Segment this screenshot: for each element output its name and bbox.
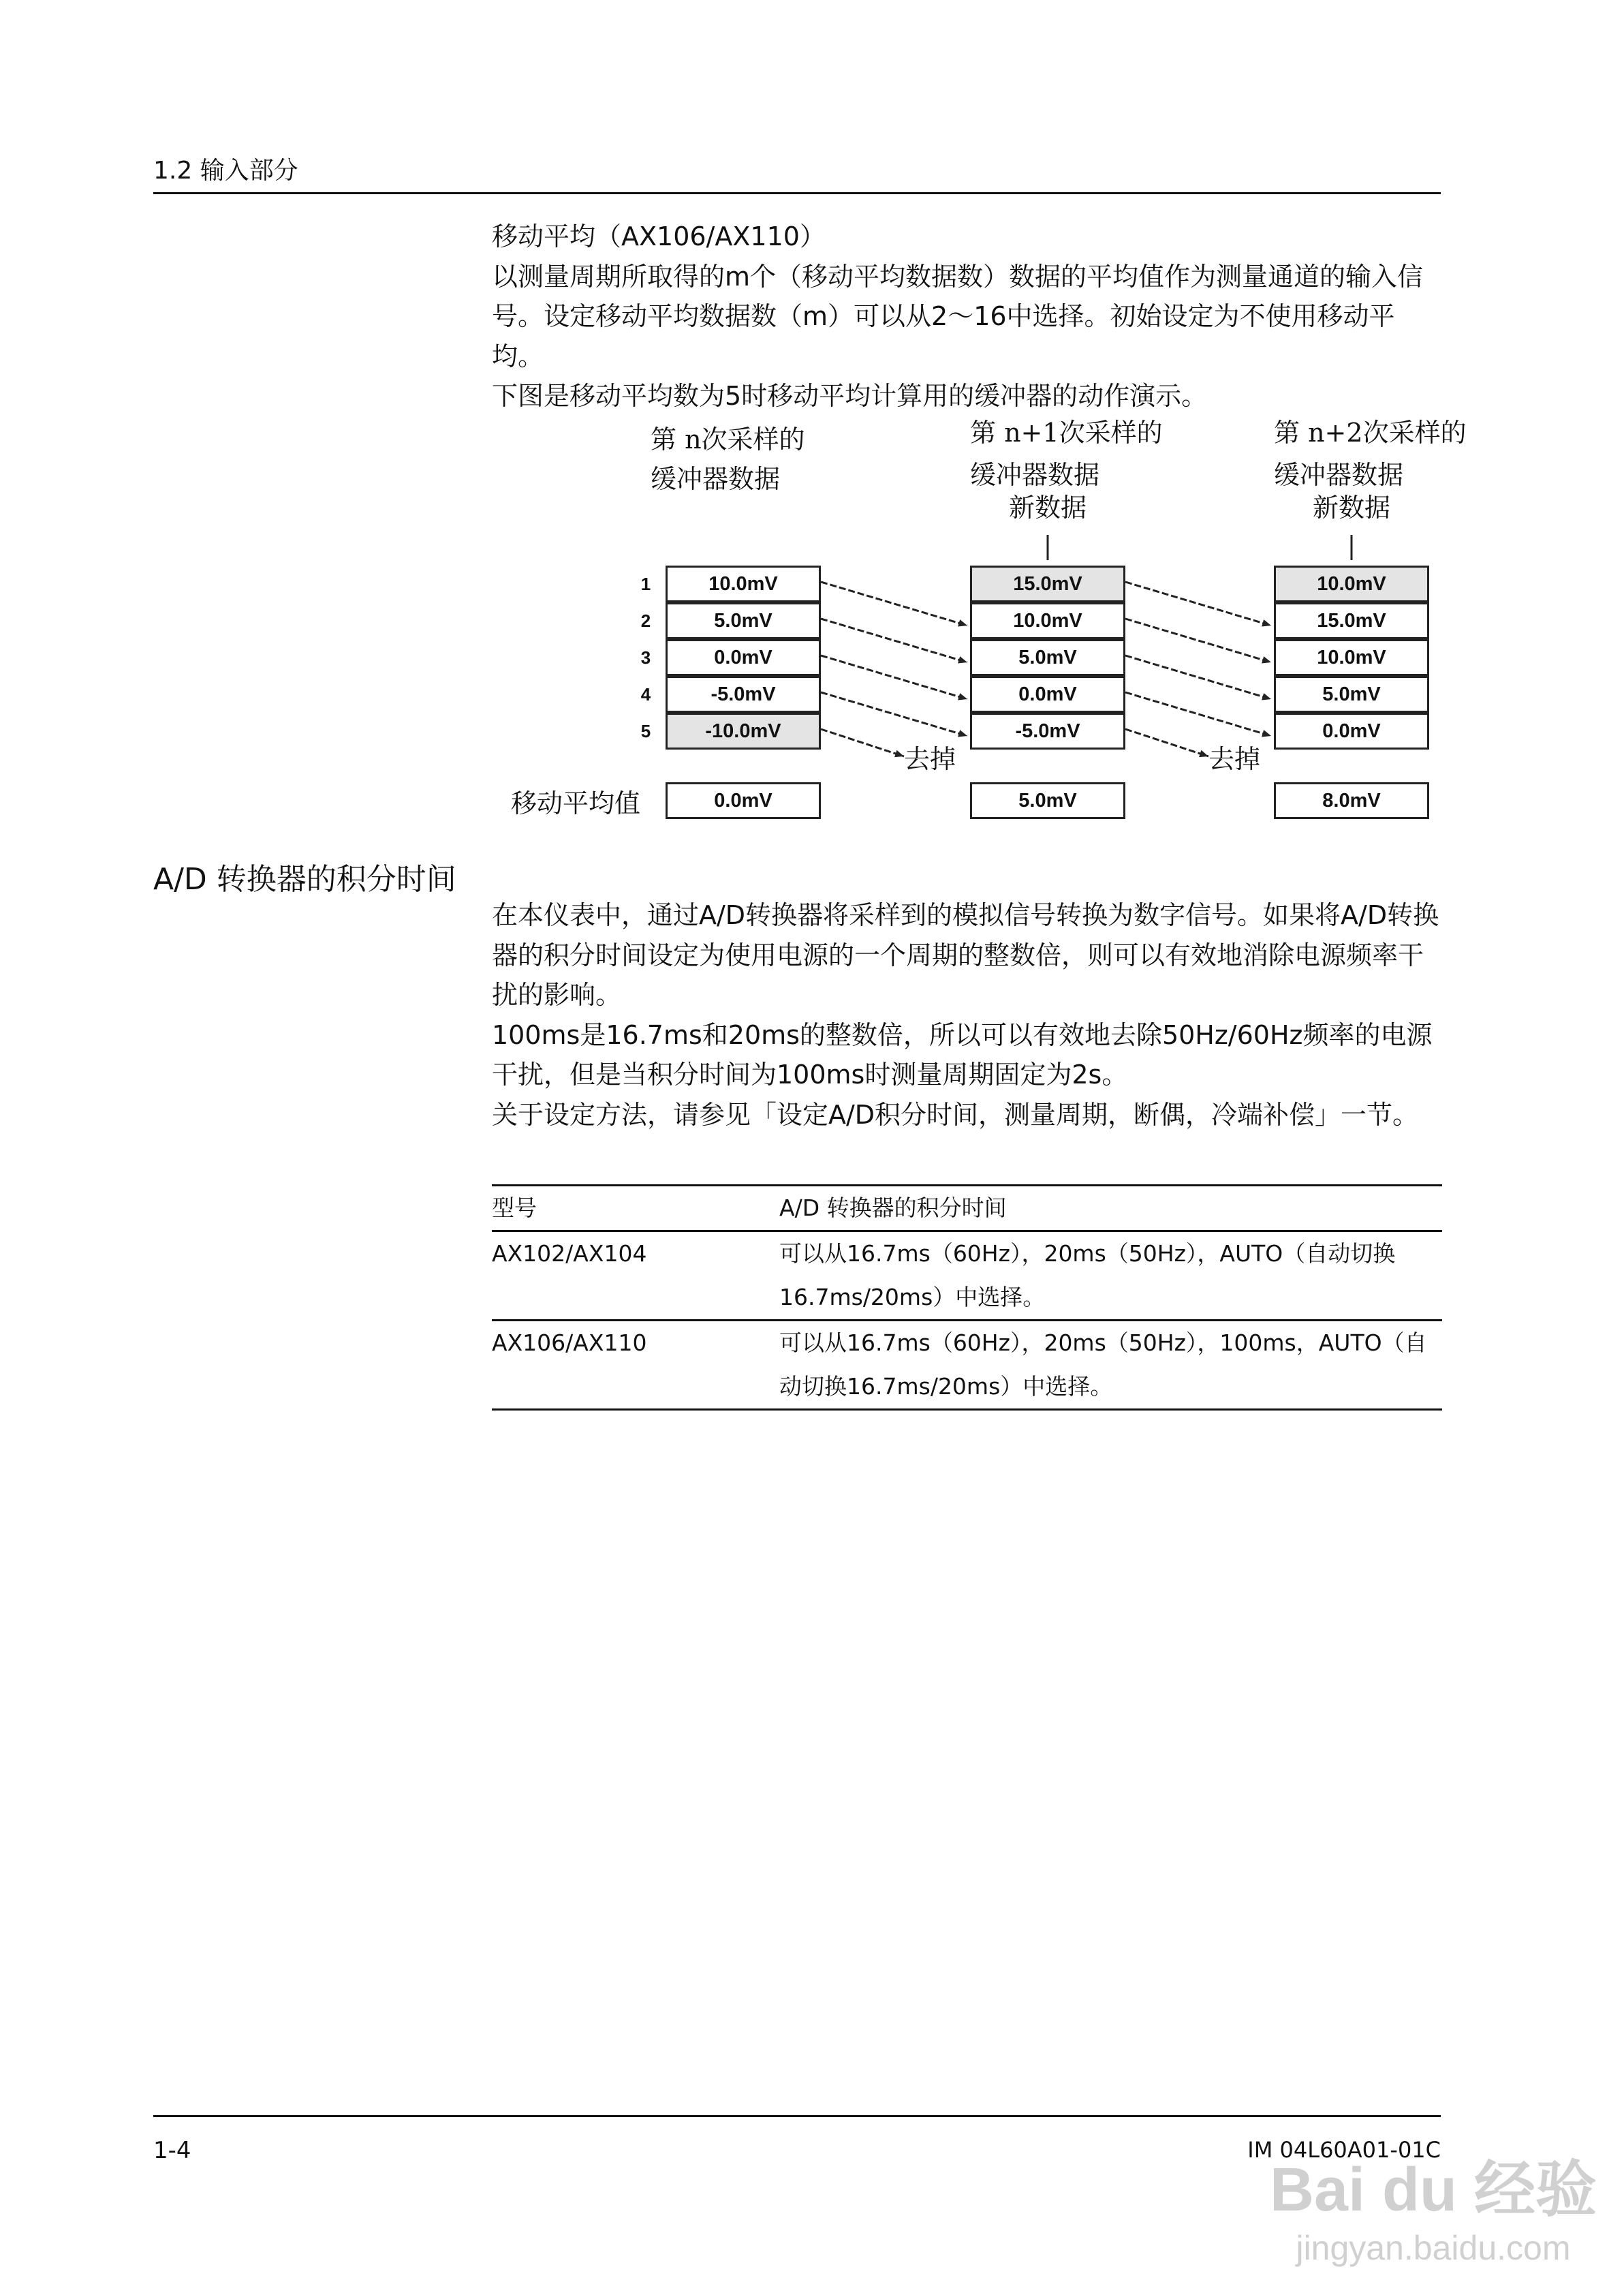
- buffer-cell: 10.0mV: [970, 602, 1125, 639]
- buffer-cell: 0.0mV: [970, 676, 1125, 713]
- buffer-cell: 0.0mV: [1274, 713, 1429, 750]
- table-cell-integration-time: 可以从16.7ms（60Hz），20ms（50Hz），AUTO（自动切换16.7ms/20ms）中选择。: [779, 1240, 1396, 1310]
- ad-paragraph: 在本仪表中，通过A/D转换器将采样到的模拟信号转换为数字信号。如果将A/D转换器的积分时间设定为使用电源的一个周期的整数倍，则可以有效地消除电源频率干扰的影响。: [492, 900, 1439, 1010]
- column-heading: 第 n+2次采样的: [1274, 418, 1467, 448]
- arrowhead-icon: [894, 750, 904, 757]
- arrowhead-icon: [1262, 693, 1271, 700]
- table-row: [492, 1321, 1442, 1410]
- buffer-cell: -5.0mV: [970, 713, 1125, 750]
- table-cell-integration-time: 可以从16.7ms（60Hz），20ms（50Hz），100ms，AUTO（自动切换16.7ms/20ms）中选择。: [779, 1329, 1427, 1400]
- row-number: 2: [640, 611, 651, 631]
- buffer-cell: 0.0mV: [666, 639, 821, 676]
- arrowhead-icon: [958, 619, 967, 626]
- shift-arrow: [1125, 692, 1271, 736]
- row-number: 4: [640, 684, 651, 705]
- buffer-cell: 15.0mV: [1274, 602, 1429, 639]
- arrowhead-icon: [958, 730, 967, 737]
- new-data-label: 新数据: [1313, 493, 1391, 523]
- header-section-title: 1.2 输入部分: [153, 157, 298, 185]
- shift-arrow: [821, 619, 967, 662]
- ad-section-body: [492, 895, 1442, 1135]
- column-heading: 第 n次采样的: [651, 425, 805, 455]
- moving-average-title: 移动平均（AX106/AX110）: [492, 221, 826, 251]
- shift-arrow: [1125, 582, 1271, 626]
- shift-arrow: [821, 656, 967, 699]
- page-number: 1-4: [153, 2137, 191, 2164]
- table-row: [492, 1231, 1442, 1321]
- arrowhead-icon: [958, 656, 967, 663]
- arrowhead-icon: [958, 693, 967, 700]
- row-number: 1: [640, 574, 651, 594]
- moving-average-value: 0.0mV: [666, 782, 821, 819]
- moving-average-value: 8.0mV: [1274, 782, 1429, 819]
- footer-rule: [153, 2115, 1441, 2117]
- ad-paragraph: 关于设定方法，请参见「设定A/D积分时间，测量周期，断偶，冷端补偿」一节。: [492, 1099, 1419, 1130]
- arrowhead-icon: [1262, 656, 1271, 663]
- buffer-cell: 5.0mV: [1274, 676, 1429, 713]
- watermark-url: jingyan.baidu.com: [1296, 2229, 1571, 2267]
- buffer-cell: -10.0mV: [666, 713, 821, 750]
- shift-arrow: [1125, 729, 1208, 756]
- shift-arrow: [821, 729, 904, 756]
- discard-label: 去掉: [904, 744, 956, 774]
- ad-section-heading: A/D 转换器的积分时间: [153, 862, 456, 897]
- arrowhead-icon: [1262, 730, 1271, 737]
- discard-label: 去掉: [1208, 744, 1261, 774]
- shift-arrow: [821, 692, 967, 736]
- shift-arrow: [1125, 656, 1271, 699]
- table-cell-model: AX106/AX110: [492, 1329, 647, 1356]
- moving-average-value: 5.0mV: [970, 782, 1125, 819]
- row-number: 3: [640, 647, 651, 668]
- buffer-cell: 15.0mV: [970, 566, 1125, 602]
- column-subheading: 缓冲器数据: [970, 460, 1100, 490]
- column-heading: 第 n+1次采样的: [970, 418, 1163, 448]
- row-number: 5: [640, 721, 651, 741]
- moving-average-label: 移动平均值: [511, 788, 641, 818]
- integration-time-table: [492, 1184, 1442, 1411]
- buffer-cell: 10.0mV: [666, 566, 821, 602]
- document-id: IM 04L60A01-01C: [1247, 2137, 1441, 2163]
- arrowhead-icon: [1262, 619, 1271, 626]
- table-header-row: [492, 1186, 1442, 1231]
- ad-paragraph: 100ms是16.7ms和20ms的整数倍，所以可以有效地去除50Hz/60Hz频率的电源干扰，但是当积分时间为100ms时测量周期固定为2s。: [492, 1019, 1433, 1090]
- buffer-cell: 10.0mV: [1274, 566, 1429, 602]
- new-data-label: 新数据: [1009, 493, 1087, 523]
- moving-average-paragraph: 下图是移动平均数为5时移动平均计算用的缓冲器的动作演示。: [492, 381, 1208, 411]
- column-subheading: 缓冲器数据: [1274, 460, 1404, 490]
- column-subheading: 缓冲器数据: [651, 464, 781, 494]
- watermark-logo: Bai du 经验: [1269, 2156, 1597, 2224]
- table-cell-model: AX102/AX104: [492, 1240, 647, 1267]
- moving-average-paragraph: 以测量周期所取得的m个（移动平均数据数）数据的平均值作为测量通道的输入信号。设定移动平均数据数（m）可以从2～16中选择。初始设定为不使用移动平均。: [492, 261, 1424, 371]
- shift-arrow: [1125, 619, 1271, 662]
- buffer-cell: 5.0mV: [666, 602, 821, 639]
- table-header-integration-time: A/D 转换器的积分时间: [779, 1195, 1007, 1221]
- buffer-cell: 10.0mV: [1274, 639, 1429, 676]
- shift-arrow: [821, 582, 967, 626]
- baidu-watermark: [1270, 2140, 1597, 2268]
- buffer-cell: 5.0mV: [970, 639, 1125, 676]
- arrowhead-icon: [1199, 750, 1208, 757]
- table-header-model: 型号: [492, 1195, 537, 1221]
- buffer-cell: -5.0mV: [666, 676, 821, 713]
